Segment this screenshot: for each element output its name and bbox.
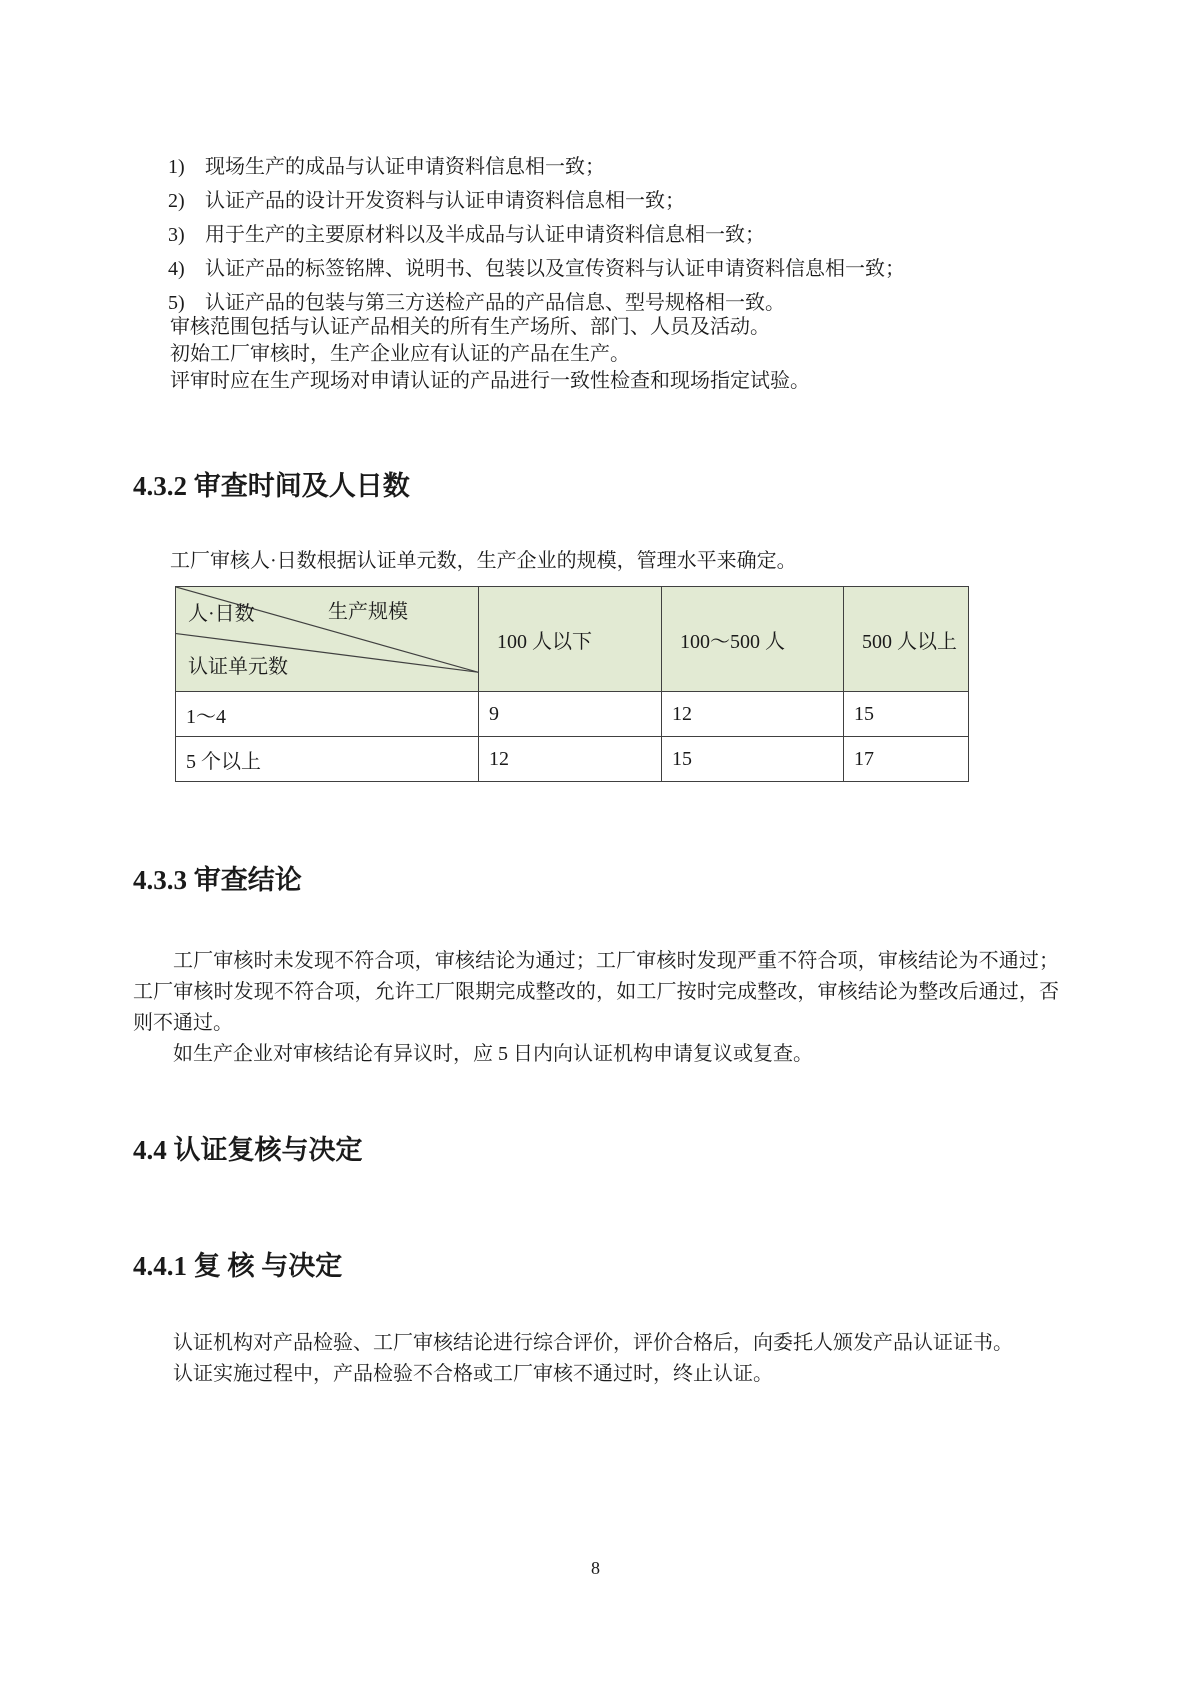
row-label: 1～4 [176,692,479,737]
list-item [168,150,905,184]
table-cell: 9 [479,692,662,737]
list-item [168,218,905,252]
audit-conclusion-paragraphs [133,946,1059,1070]
list-item-text: 认证产品的标签铭牌、说明书、包装以及宣传资料与认证申请资料信息相一致； [205,258,905,280]
body-paragraph: 审核范围包括与认证产品相关的所有生产场所、部门、人员及活动。 [170,316,770,338]
section-heading-433: 4.3.3 审查结论 [133,865,302,895]
list-item [168,252,905,286]
corner-label-person-days: 人·日数 [188,603,255,625]
body-paragraph: 工厂审核时未发现不符合项，审核结论为通过；工厂审核时发现严重不符合项，审核结论为不通过；工厂审核时发现不符合项，允许工厂限期完成整改的，如工厂按时完成整改，审核结论为整改后通过，否则不通过。 [133,950,1059,1034]
section-heading-432: 4.3.2 审查时间及人日数 [133,471,410,501]
persondays-table [175,586,969,782]
section-heading-44: 4.4 认证复核与决定 [133,1135,363,1165]
page-number: 8 [591,1558,600,1578]
consistency-check-list [168,150,905,320]
list-item-number: 2) [168,190,185,212]
body-paragraph: 评审时应在生产现场对申请认证的产品进行一致性检查和现场指定试验。 [170,370,810,392]
table-cell: 17 [844,737,969,782]
body-paragraph: 如生产企业对审核结论有异议时，应 5 日内向认证机构申请复议或复查。 [173,1043,813,1065]
audit-scope-paragraphs [170,314,810,395]
column-header: 500 人以上 [844,587,969,692]
table-intro-paragraph: 工厂审核人·日数根据认证单元数，生产企业的规模，管理水平来确定。 [170,550,797,572]
table-cell: 15 [662,737,844,782]
body-paragraph: 认证机构对产品检验、工厂审核结论进行综合评价，评价合格后，向委托人颁发产品认证证书。 [173,1332,1013,1354]
body-paragraph: 初始工厂审核时，生产企业应有认证的产品在生产。 [170,343,630,365]
body-paragraph: 认证实施过程中，产品检验不合格或工厂审核不通过时，终止认证。 [173,1363,773,1385]
list-item-number: 3) [168,224,185,246]
list-item-text: 认证产品的设计开发资料与认证申请资料信息相一致； [205,190,685,212]
corner-label-production-scale: 生产规模 [328,601,408,623]
list-item-number: 1) [168,156,185,178]
column-header: 100～500 人 [662,587,844,692]
table-cell: 12 [662,692,844,737]
list-item-number: 5) [168,292,185,314]
table-cell: 12 [479,737,662,782]
list-item-text: 现场生产的成品与认证申请资料信息相一致； [205,156,605,178]
review-decision-paragraphs [133,1328,1059,1390]
list-item-text: 用于生产的主要原材料以及半成品与认证申请资料信息相一致； [205,224,765,246]
list-item-number: 4) [168,258,185,280]
table-cell: 15 [844,692,969,737]
section-heading-441: 4.4.1 复 核 与决定 [133,1251,343,1281]
table-row [176,737,969,782]
list-item [168,184,905,218]
corner-label-cert-units: 认证单元数 [188,656,288,678]
column-header: 100 人以下 [479,587,662,692]
table-corner-cell [176,587,479,692]
list-item-text: 认证产品的包装与第三方送检产品的产品信息、型号规格相一致。 [205,292,785,314]
table-header-row [176,587,969,692]
table-row [176,692,969,737]
row-label: 5 个以上 [176,737,479,782]
